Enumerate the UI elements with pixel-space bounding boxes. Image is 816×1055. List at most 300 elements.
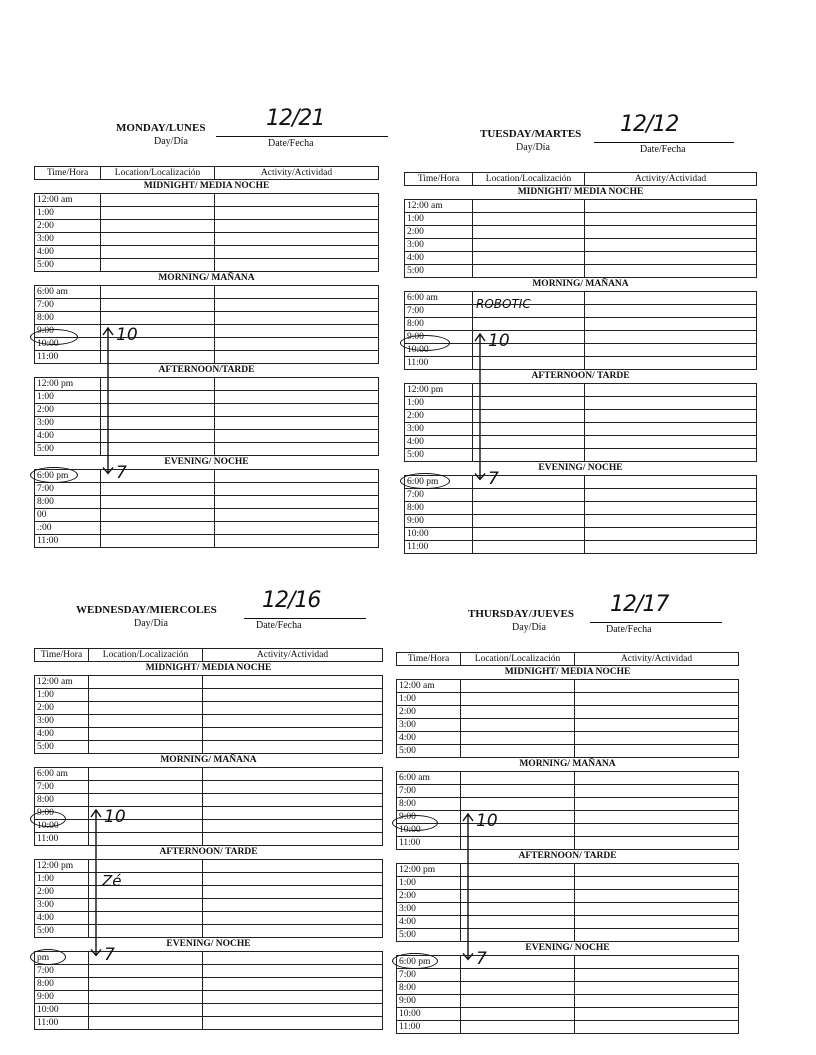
time-row [405,344,757,357]
activity-cell[interactable] [585,436,757,449]
location-cell[interactable] [101,535,215,548]
time-row [405,213,757,226]
activity-cell[interactable] [575,719,739,732]
time-row [397,982,739,995]
activity-cell[interactable] [215,509,379,522]
time-cell: 3:00 [405,423,473,436]
time-cell: 9:00 [35,991,89,1004]
day-subtitle: Day/Día [154,136,188,147]
activity-cell[interactable] [575,929,739,942]
time-row [35,338,379,351]
activity-cell[interactable] [575,877,739,890]
location-cell[interactable] [473,252,585,265]
location-cell[interactable] [461,1008,575,1021]
handwritten-date: 12/16 [262,588,321,613]
activity-cell[interactable] [203,676,383,689]
time-row [35,351,379,364]
time-row [35,391,379,404]
section-label-midnight: MIDNIGHT/ MEDIA NOCHE [35,662,383,676]
time-row [397,1008,739,1021]
activity-cell[interactable] [585,489,757,502]
location-cell[interactable] [101,246,215,259]
activity-cell[interactable] [203,807,383,820]
time-row [35,991,383,1004]
time-row [35,886,383,899]
time-cell: 11:00 [35,1017,89,1030]
time-row [405,423,757,436]
time-row [397,772,739,785]
activity-cell[interactable] [203,689,383,702]
time-cell: 8:00 [35,496,101,509]
location-cell[interactable] [461,680,575,693]
activity-cell[interactable] [575,969,739,982]
time-row [35,483,379,496]
time-row [397,824,739,837]
section-row [35,846,383,860]
day-title: MONDAY/LUNES [116,122,206,134]
date-underline [594,142,734,143]
activity-cell[interactable] [203,873,383,886]
location-cell[interactable] [473,502,585,515]
section-label-morning: MORNING/ MAÑANA [397,758,739,772]
location-cell[interactable] [473,226,585,239]
activity-cell[interactable] [585,384,757,397]
time-row [35,873,383,886]
location-cell[interactable] [89,741,203,754]
time-row [405,515,757,528]
activity-cell[interactable] [203,965,383,978]
time-cell: 5:00 [35,741,89,754]
day-subtitle: Day/Día [512,622,546,633]
time-header: Time/Hora [35,649,89,662]
activity-cell[interactable] [575,772,739,785]
activity-cell[interactable] [575,903,739,916]
activity-cell[interactable] [215,522,379,535]
activity-cell[interactable] [585,344,757,357]
time-cell: 1:00 [35,689,89,702]
time-row [35,912,383,925]
activity-cell[interactable] [215,470,379,483]
time-cell: 11:00 [35,833,89,846]
location-cell[interactable] [473,239,585,252]
time-cell: 2:00 [35,220,101,233]
time-cell: 10:00 [35,820,89,833]
location-cell[interactable] [461,798,575,811]
header-row [35,649,383,662]
activity-cell[interactable] [575,811,739,824]
schedule-table [396,652,739,1034]
location-cell[interactable] [461,772,575,785]
location-cell[interactable] [101,259,215,272]
activity-cell[interactable] [575,1021,739,1034]
activity-cell[interactable] [575,680,739,693]
section-row [405,462,757,476]
activity-cell[interactable] [575,1008,739,1021]
activity-cell[interactable] [575,785,739,798]
date-underline [590,622,722,623]
time-cell: 6:00 am [405,292,473,305]
location-cell[interactable] [101,194,215,207]
activity-cell[interactable] [585,397,757,410]
activity-cell[interactable] [585,515,757,528]
location-cell[interactable] [89,1004,203,1017]
activity-cell[interactable] [203,925,383,938]
activity-cell[interactable] [575,706,739,719]
time-row [405,265,757,278]
location-cell[interactable] [101,233,215,246]
time-cell: 10:00 [35,338,101,351]
time-cell: 11:00 [397,837,461,850]
time-cell: 1:00 [405,397,473,410]
time-row [405,226,757,239]
time-row [405,397,757,410]
location-cell[interactable] [461,982,575,995]
activity-cell[interactable] [203,741,383,754]
location-cell[interactable] [89,768,203,781]
time-cell: 2:00 [35,404,101,417]
time-row [35,899,383,912]
time-cell: 7:00 [35,483,101,496]
activity-cell[interactable] [215,299,379,312]
location-cell[interactable] [461,732,575,745]
time-row [35,768,383,781]
circled-start-time [392,815,438,831]
activity-cell[interactable] [575,890,739,903]
date-subtitle: Date/Fecha [256,620,302,631]
section-row [35,180,379,194]
time-cell: 5:00 [397,745,461,758]
section-label-evening: EVENING/ NOCHE [405,462,757,476]
time-row [35,246,379,259]
time-cell: 6:00 am [397,772,461,785]
time-cell: .:00 [35,522,101,535]
section-label-afternoon: AFTERNOON/ TARDE [405,370,757,384]
activity-cell[interactable] [215,404,379,417]
time-row [405,200,757,213]
time-cell: 3:00 [35,233,101,246]
activity-cell[interactable] [215,443,379,456]
time-cell: 9:00 [405,515,473,528]
activity-header: Activity/Actividad [203,649,383,662]
location-cell[interactable] [101,509,215,522]
location-cell[interactable] [473,213,585,226]
activity-cell[interactable] [215,325,379,338]
activity-cell[interactable] [585,200,757,213]
location-cell[interactable] [473,200,585,213]
activity-cell[interactable] [575,693,739,706]
activity-cell[interactable] [585,305,757,318]
activity-cell[interactable] [215,220,379,233]
header-row [397,653,739,666]
time-header: Time/Hora [405,173,473,186]
activity-header: Activity/Actividad [575,653,739,666]
time-cell: 12:00 pm [397,864,461,877]
time-row [397,732,739,745]
activity-cell[interactable] [585,252,757,265]
location-cell[interactable] [461,1021,575,1034]
time-cell: 2:00 [35,886,89,899]
activity-cell[interactable] [585,292,757,305]
time-row [397,890,739,903]
time-cell: 6:00 pm [35,470,101,483]
activity-cell[interactable] [203,820,383,833]
time-cell: 11:00 [405,541,473,554]
time-cell: 11:00 [35,535,101,548]
time-row [35,833,383,846]
location-cell[interactable] [473,515,585,528]
time-row [35,299,379,312]
activity-header: Activity/Actividad [215,167,379,180]
time-cell: 1:00 [35,207,101,220]
location-cell[interactable] [473,541,585,554]
activity-cell[interactable] [585,423,757,436]
activity-cell[interactable] [585,265,757,278]
location-cell[interactable] [473,528,585,541]
activity-cell[interactable] [215,259,379,272]
activity-cell[interactable] [203,991,383,1004]
time-cell: 2:00 [35,702,89,715]
location-header: Location/Localización [89,649,203,662]
schedule-table [34,166,379,548]
activity-cell[interactable] [575,916,739,929]
activity-cell[interactable] [575,995,739,1008]
location-cell[interactable] [89,794,203,807]
section-row [35,754,383,768]
time-cell: 12:00 pm [405,384,473,397]
handwritten-date: 12/12 [620,112,679,137]
date-subtitle: Date/Fecha [268,138,314,149]
location-cell[interactable] [461,745,575,758]
activity-cell[interactable] [215,207,379,220]
activity-cell[interactable] [203,899,383,912]
time-row [405,502,757,515]
activity-cell[interactable] [215,286,379,299]
time-cell: 12:00 am [35,194,101,207]
location-cell[interactable] [101,220,215,233]
activity-cell[interactable] [203,1004,383,1017]
date-subtitle: Date/Fecha [640,144,686,155]
location-cell[interactable] [89,689,203,702]
location-cell[interactable] [89,978,203,991]
activity-cell[interactable] [215,535,379,548]
location-cell[interactable] [461,995,575,1008]
activity-cell[interactable] [203,768,383,781]
time-cell: 3:00 [35,899,89,912]
section-row [35,364,379,378]
time-row [405,384,757,397]
location-cell[interactable] [101,207,215,220]
time-row [35,312,379,325]
activity-cell[interactable] [215,391,379,404]
activity-cell[interactable] [203,886,383,899]
time-row [35,978,383,991]
time-span-arrow [460,813,480,971]
time-row [397,956,739,969]
time-row [397,811,739,824]
activity-cell[interactable] [203,702,383,715]
activity-cell[interactable] [575,837,739,850]
time-header: Time/Hora [397,653,461,666]
time-cell: 4:00 [35,430,101,443]
time-row [397,877,739,890]
time-cell: 9:00 [405,331,473,344]
time-cell: 12:00 pm [35,860,89,873]
time-cell: 4:00 [397,732,461,745]
activity-cell[interactable] [575,745,739,758]
time-row [397,680,739,693]
time-cell: 8:00 [35,978,89,991]
location-cell[interactable] [101,522,215,535]
time-cell: 11:00 [35,351,101,364]
handwritten-start-mark: 10 [488,330,510,351]
time-cell: 12:00 am [405,200,473,213]
location-cell[interactable] [461,706,575,719]
time-row [35,404,379,417]
activity-cell[interactable] [215,338,379,351]
time-row [35,807,383,820]
activity-cell[interactable] [585,410,757,423]
activity-cell[interactable] [585,213,757,226]
day-subtitle: Day/Día [516,142,550,153]
location-header: Location/Localización [101,167,215,180]
section-row [405,370,757,384]
location-cell[interactable] [89,715,203,728]
time-row [35,378,379,391]
location-cell[interactable] [461,693,575,706]
location-cell[interactable] [461,719,575,732]
section-label-midnight: MIDNIGHT/ MEDIA NOCHE [397,666,739,680]
activity-cell[interactable] [575,824,739,837]
activity-cell[interactable] [203,1017,383,1030]
time-cell: 5:00 [405,265,473,278]
activity-cell[interactable] [215,430,379,443]
location-cell[interactable] [101,496,215,509]
time-row [35,522,379,535]
activity-cell[interactable] [575,982,739,995]
activity-cell[interactable] [585,318,757,331]
time-row [397,785,739,798]
activity-cell[interactable] [215,233,379,246]
date-underline [216,136,388,137]
activity-cell[interactable] [585,502,757,515]
time-cell: 5:00 [405,449,473,462]
location-cell[interactable] [473,318,585,331]
activity-cell[interactable] [203,781,383,794]
activity-cell[interactable] [585,239,757,252]
location-cell[interactable] [101,299,215,312]
activity-cell[interactable] [585,528,757,541]
time-cell: 10:00 [397,1008,461,1021]
activity-cell[interactable] [203,833,383,846]
time-cell: 11:00 [397,1021,461,1034]
time-row [35,741,383,754]
time-cell: 9:00 [397,811,461,824]
circled-start-time [400,335,450,351]
location-header: Location/Localización [461,653,575,666]
activity-cell[interactable] [215,378,379,391]
time-cell: 12:00 am [397,680,461,693]
location-cell[interactable] [89,991,203,1004]
time-row [35,535,379,548]
time-row [35,509,379,522]
time-cell: 7:00 [35,781,89,794]
section-label-afternoon: AFTERNOON/ TARDE [35,846,383,860]
time-row [35,286,379,299]
activity-cell[interactable] [585,476,757,489]
time-cell: 1:00 [397,877,461,890]
handwritten-activity-note: Zé [102,871,122,890]
time-cell: 3:00 [35,417,101,430]
activity-cell[interactable] [215,417,379,430]
time-cell: 4:00 [35,912,89,925]
activity-cell[interactable] [203,952,383,965]
activity-cell[interactable] [203,912,383,925]
time-header: Time/Hora [35,167,101,180]
time-cell: 1:00 [35,391,101,404]
time-row [405,239,757,252]
activity-cell[interactable] [575,798,739,811]
activity-cell[interactable] [215,483,379,496]
time-row [405,331,757,344]
location-cell[interactable] [461,785,575,798]
time-cell: 5:00 [397,929,461,942]
activity-cell[interactable] [203,978,383,991]
location-cell[interactable] [89,781,203,794]
activity-cell[interactable] [203,860,383,873]
location-cell[interactable] [89,728,203,741]
time-cell: 7:00 [397,785,461,798]
time-row [405,292,757,305]
time-cell: 8:00 [397,982,461,995]
time-cell: 2:00 [397,706,461,719]
time-row [405,449,757,462]
circled-start-time [30,811,66,827]
time-cell: 8:00 [405,318,473,331]
activity-cell[interactable] [585,226,757,239]
location-cell[interactable] [89,676,203,689]
time-row [405,357,757,370]
activity-cell[interactable] [215,246,379,259]
activity-cell[interactable] [203,728,383,741]
location-cell[interactable] [101,286,215,299]
time-cell: 6:00 pm [405,476,473,489]
activity-cell[interactable] [585,541,757,554]
activity-cell[interactable] [215,194,379,207]
location-cell[interactable] [89,1017,203,1030]
activity-cell[interactable] [575,956,739,969]
activity-cell[interactable] [575,732,739,745]
time-row [397,693,739,706]
activity-cell[interactable] [585,357,757,370]
location-cell[interactable] [89,702,203,715]
circled-start-time [30,329,78,345]
activity-cell[interactable] [585,331,757,344]
time-cell: 5:00 [35,925,89,938]
activity-cell[interactable] [585,449,757,462]
time-row [35,965,383,978]
location-cell[interactable] [473,265,585,278]
section-row [35,456,379,470]
activity-cell[interactable] [203,715,383,728]
section-label-morning: MORNING/ MAÑANA [35,754,383,768]
activity-cell[interactable] [575,864,739,877]
activity-cell[interactable] [215,351,379,364]
activity-cell[interactable] [215,312,379,325]
activity-cell[interactable] [215,496,379,509]
location-cell[interactable] [101,312,215,325]
activity-cell[interactable] [203,794,383,807]
handwritten-end-mark: 7 [116,463,127,484]
